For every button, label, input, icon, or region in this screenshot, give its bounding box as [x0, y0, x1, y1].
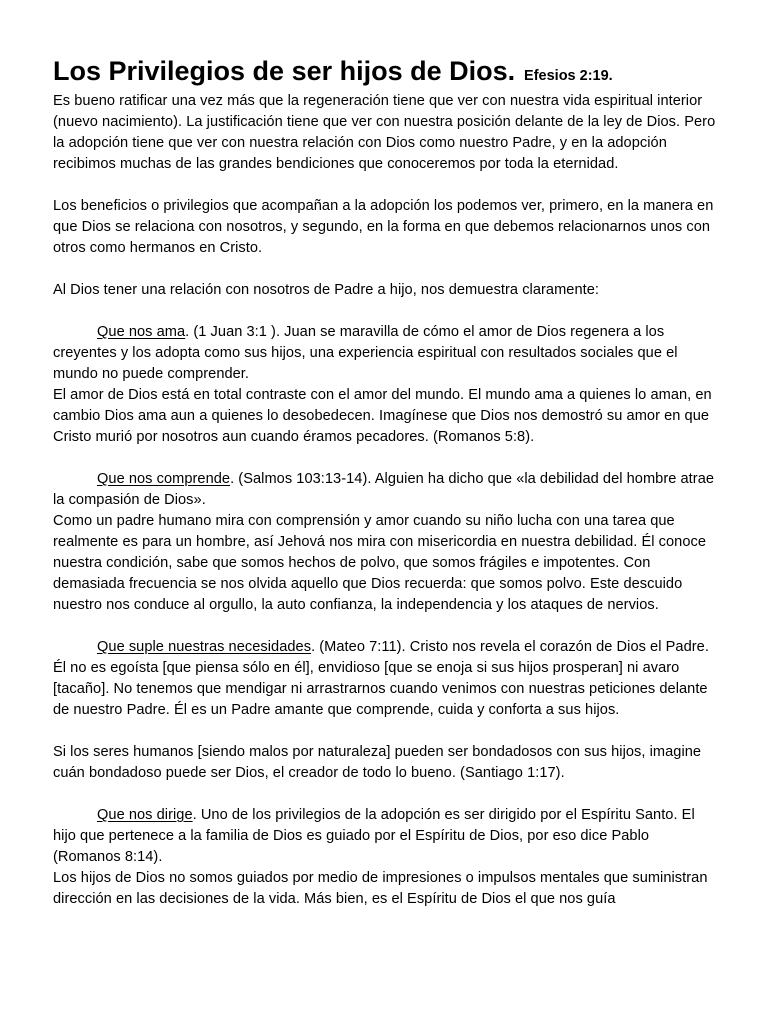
section-needs-extra: Si los seres humanos [siendo malos por naturaleza] pueden ser bondadosos con sus hijos, imagine cuán bondadoso puede ser Dios, el creador de todo lo bueno. (Santiago 1:17).	[53, 744, 702, 781]
section-lead-text: . (Mateo 7:11). Cristo nos revela el corazón de Dios el Padre.	[311, 639, 709, 655]
father-paragraph: Al Dios tener una relación con nosotros de Padre a hijo, nos demuestra claramente:	[53, 282, 599, 298]
document-title-line	[53, 54, 718, 91]
section-heading-guides: Que nos dirige	[97, 807, 193, 823]
paragraph-spacer	[53, 448, 718, 469]
paragraph-spacer	[53, 301, 718, 322]
section-understands-lead	[53, 469, 718, 511]
section-guides-body: Los hijos de Dios no somos guiados por medio de impresiones o impulsos mentales que suministran dirección en las decisiones de la vida. Más bien, es el Espíritu de Dios el que nos guía	[53, 870, 708, 907]
paragraph-spacer	[53, 721, 718, 742]
section-needs-lead	[53, 637, 718, 658]
paragraph-spacer	[53, 616, 718, 637]
section-love-body: El amor de Dios está en total contraste con el amor del mundo. El mundo ama a quienes lo aman, en cambio Dios ama aun a quienes lo desobedecen. Imagínese que Dios nos demostró su amor en que Cristo murió por nosotros aun cuando éramos pecadores. (Romanos 5:8).	[53, 387, 712, 445]
section-love-lead	[53, 322, 718, 385]
section-lead-text: . (1 Juan 3:1 ). Juan se maravilla de cómo el amor de Dios regenera a los creyentes y los adopta como sus hijos, una experiencia espiritual con resultados sociales que el mundo no puede comprender.	[53, 324, 678, 382]
paragraph-spacer	[53, 175, 718, 196]
section-heading-understands: Que nos comprende	[97, 471, 231, 487]
benefits-paragraph: Los beneficios o privilegios que acompañan a la adopción los podemos ver, primero, en la manera en que Dios se relaciona con nosotros, y segundo, en la forma en que debemos relacionarnos unos con otros como hermanos en Cristo.	[53, 198, 714, 256]
section-heading-needs: Que suple nuestras necesidades	[97, 639, 312, 655]
title-reference: Efesios 2:19.	[524, 68, 613, 84]
paragraph-spacer	[53, 784, 718, 805]
page-title: Los Privilegios de ser hijos de Dios.	[53, 56, 516, 86]
section-needs-body: Él no es egoísta [que piensa sólo en él], envidioso [que se enoja si sus hijos prosperan] ni avaro [tacaño]. No tenemos que mendigar ni arrastrarnos cuando venimos con nuestras peticiones delante de nuestro Padre. Él es un Padre amante que comprende, cuida y conforta a sus hijos.	[53, 660, 708, 718]
section-lead-text: . Uno de los privilegios de la adopción es ser dirigido por el Espíritu Santo. El hijo que pertenece a la familia de Dios es guiado por el Espíritu de Dios, por eso dice Pablo (Romanos 8:14).	[53, 807, 695, 865]
section-guides-lead	[53, 805, 718, 868]
section-heading-love: Que nos ama	[97, 324, 186, 340]
intro-paragraph: Es bueno ratificar una vez más que la regeneración tiene que ver con nuestra vida espiritual interior (nuevo nacimiento). La justificación tiene que ver con nuestra posición delante de la ley de Dios. Pero la adopción tiene que ver con nuestra relación con Dios como nuestro Padre, y en la adopción recibimos muchas de las grandes bendiciones que conoceremos por toda la eternidad.	[53, 93, 716, 172]
paragraph-spacer	[53, 259, 718, 280]
section-understands-body: Como un padre humano mira con comprensión y amor cuando su niño lucha con una tarea que realmente es para un hombre, así Jehová nos mira con misericordia en nuestra debilidad. Él conoce nuestra condición, sabe que somos hechos de polvo, que somos frágiles e impotentes. Con demasiada frecuencia se nos olvida aquello que Dios recuerda: que somos polvo. Este descuido nuestro nos conduce al orgullo, la auto confianza, la independencia y los ataques de nervios.	[53, 513, 707, 613]
section-lead-text: . (Salmos 103:13-14). Alguien ha dicho que «la debilidad del hombre atrae la compasión de Dios».	[53, 471, 715, 508]
